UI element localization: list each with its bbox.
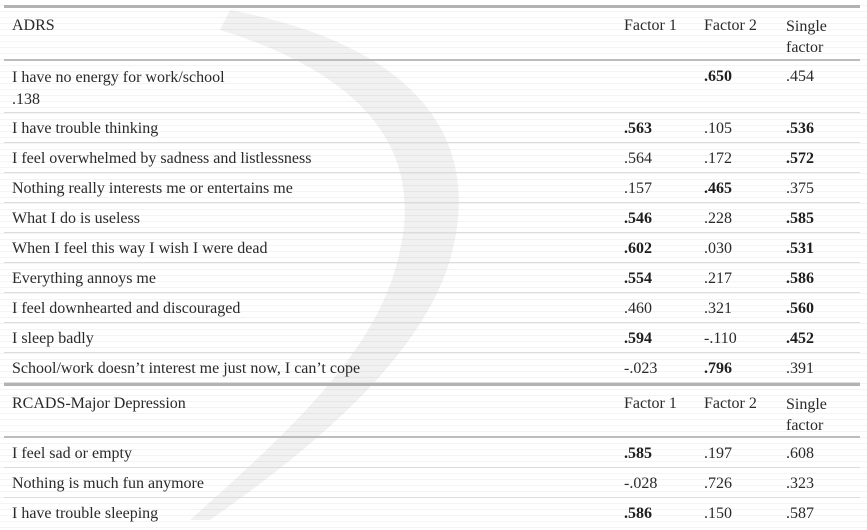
factor1-value: .157 xyxy=(624,180,652,197)
rcads-col3-line1: Single xyxy=(786,396,827,413)
single-factor-value: .585 xyxy=(786,210,814,227)
table-row xyxy=(4,498,860,527)
factor2-value: .796 xyxy=(704,360,732,377)
rcads-col-single-factor xyxy=(786,394,827,436)
factor2-value: .228 xyxy=(704,210,732,227)
item-label: School/work doesn’t interest me just now, I can’t cope xyxy=(12,360,361,377)
table-row xyxy=(4,61,860,113)
rcads-col-factor2: Factor 2 xyxy=(704,395,757,412)
factor1-value: .602 xyxy=(624,240,652,257)
single-factor-value: .375 xyxy=(786,180,814,197)
adrs-col3-line1: Single xyxy=(786,18,827,35)
single-factor-value: .572 xyxy=(786,150,814,167)
item-label: Nothing is much fun anymore xyxy=(12,475,204,492)
item-label: I feel overwhelmed by sadness and listlessness xyxy=(12,150,312,167)
single-factor-value: .560 xyxy=(786,300,814,317)
factor1-value: -.023 xyxy=(624,360,658,377)
factor1-value: .564 xyxy=(624,150,652,167)
factor2-value: .321 xyxy=(704,300,732,317)
factor-loadings-table xyxy=(4,5,860,527)
factor2-value: -.110 xyxy=(704,330,737,347)
item-label-line1: I have no energy for work/school xyxy=(12,69,225,86)
single-factor-value: .586 xyxy=(786,270,814,287)
adrs-header-row xyxy=(4,8,860,61)
factor2-value: .150 xyxy=(704,505,732,522)
factor1-value: .563 xyxy=(624,120,652,137)
rcads-col3-line2: factor xyxy=(786,417,824,434)
table-row xyxy=(4,143,860,173)
factor2-value: .217 xyxy=(704,270,732,287)
factor1-value: .460 xyxy=(624,300,652,317)
single-factor-value: .452 xyxy=(786,330,814,347)
adrs-col3-line2: factor xyxy=(786,39,824,56)
single-factor-value: .454 xyxy=(786,68,814,85)
factor2-value: .650 xyxy=(704,68,732,85)
table-row xyxy=(4,353,860,383)
item-label: I sleep badly xyxy=(12,330,94,347)
factor1-value: .586 xyxy=(624,505,652,522)
rcads-section-title: RCADS-Major Depression xyxy=(12,395,186,412)
single-factor-value: .587 xyxy=(786,505,814,522)
adrs-col-factor2: Factor 2 xyxy=(704,17,757,34)
item-label: Everything annoys me xyxy=(12,270,156,287)
table-row xyxy=(4,323,860,353)
adrs-section-title: ADRS xyxy=(12,17,55,34)
table-row xyxy=(4,113,860,143)
factor2-value: .197 xyxy=(704,445,732,462)
factor2-value: .172 xyxy=(704,150,732,167)
table-row xyxy=(4,293,860,323)
item-label: I have trouble thinking xyxy=(12,120,159,137)
factor1-value: -.028 xyxy=(624,475,658,492)
factor2-value: .105 xyxy=(704,120,732,137)
item-label: I have trouble sleeping xyxy=(12,505,159,522)
single-factor-value: .531 xyxy=(786,240,814,257)
single-factor-value: .391 xyxy=(786,360,814,377)
single-factor-value: .608 xyxy=(786,445,814,462)
table-row xyxy=(4,233,860,263)
adrs-col-factor1: Factor 1 xyxy=(624,17,677,34)
factor1-value: .546 xyxy=(624,210,652,227)
item-label-line2: .138 xyxy=(12,91,40,108)
item-label: When I feel this way I wish I were dead xyxy=(12,240,268,257)
rcads-col-factor1: Factor 1 xyxy=(624,395,677,412)
table-row xyxy=(4,438,860,468)
table-row xyxy=(4,468,860,498)
item-label: I feel sad or empty xyxy=(12,445,132,462)
factor2-value: .726 xyxy=(704,475,732,492)
factor2-value: .030 xyxy=(704,240,732,257)
single-factor-value: .536 xyxy=(786,120,814,137)
factor2-value: .465 xyxy=(704,180,732,197)
factor1-value: .585 xyxy=(624,445,652,462)
single-factor-value: .323 xyxy=(786,475,814,492)
item-label xyxy=(12,67,225,111)
item-label: I feel downhearted and discouraged xyxy=(12,300,241,317)
item-label: Nothing really interests me or entertains me xyxy=(12,180,293,197)
table-row xyxy=(4,203,860,233)
rcads-header-row xyxy=(4,383,860,438)
table-row xyxy=(4,263,860,293)
adrs-col-single-factor xyxy=(786,16,827,58)
item-label: What I do is useless xyxy=(12,210,140,227)
table-row xyxy=(4,173,860,203)
factor1-value: .554 xyxy=(624,270,652,287)
factor1-value: .594 xyxy=(624,330,652,347)
